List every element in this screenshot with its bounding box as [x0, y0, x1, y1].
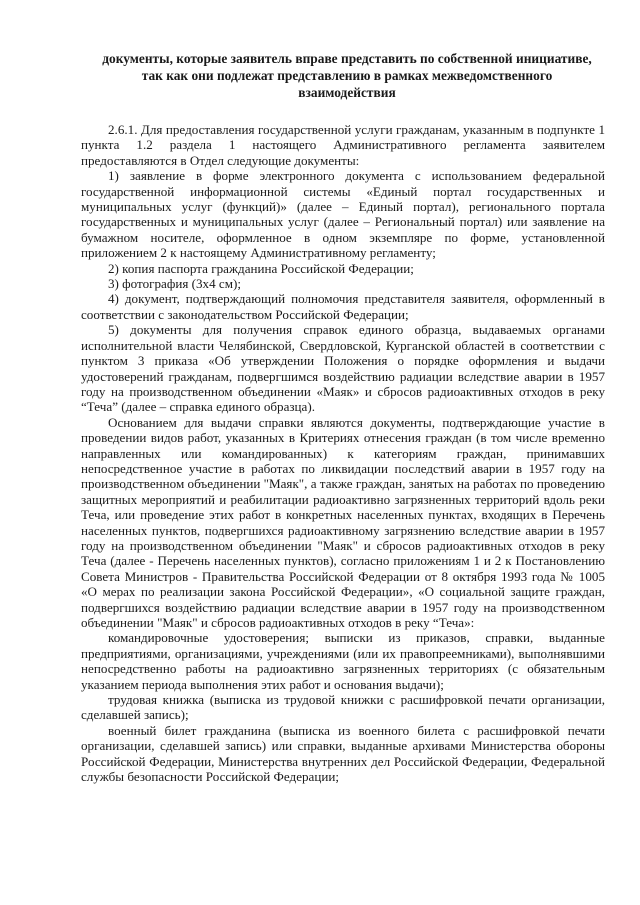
paragraph-travel-certificates: командировочные удостоверения; выписки из приказов, справки, выданные предприятиями, организациями, учреждениями (или их правопреемниками), выполнявшими непосредственно работы на радиоактивно загрязненных территориях (с обязательным указанием периода выполнения этих работ и основания выдачи);	[81, 630, 605, 692]
paragraph-employment-record: трудовая книжка (выписка из трудовой книжки с расшифровкой печати организации, сделавшей запись);	[81, 692, 605, 723]
heading-line-1: документы, которые заявитель вправе представить по собственной инициативе,	[102, 51, 592, 66]
list-item-certificate-documents: 5) документы для получения справок единого образца, выдаваемых органами исполнительной власти Челябинской, Свердловской, Курганской областей в соответствии с пунктом 3 приказа «Об утверждении Положения о порядке оформления и выдачи удостоверений гражданам, подвергшимся воздействию радиации вследствие аварии в 1957 году на производственном объединении «Маяк» и сбросов радиоактивных отходов в реку “Теча” (далее – справка единого образца).	[81, 322, 605, 415]
list-item-application: 1) заявление в форме электронного документа с использованием федеральной государственной информационной системы «Единый портал государственных и муниципальных услуг (функций)» (далее – Единый портал), регионального портала государственных и муниципальных услуг (далее – Региональный портал) или заявление на бумажном носителе, оформленное в одном экземпляре по форме, установленной приложением 2 к настоящему Административному регламенту;	[81, 168, 605, 261]
paragraph-grounds: Основанием для выдачи справки являются документы, подтверждающие участие в проведении видов работ, указанных в Критериях отнесения граждан (в том числе временно направленных или командированных) к категориям граждан, принимавших непосредственное участие в работах по ликвидации последствий аварии в 1957 году на производственном объединении "Маяк", а также граждан, занятых на работах по проведению защитных мероприятий и реабилитации радиоактивно загрязненных территорий вдоль реки Теча, или проведение этих работ в конкретных населенных пунктах, входящих в Перечень населенных пунктов, подвергшихся радиоактивному загрязнению вследствие аварии в 1957 году на производственном объединении "Маяк" и сбросов радиоактивных отходов в реку Теча (далее - Перечень населенных пунктов), согласно приложениям 1 и 2 к Постановлению Совета Министров - Правительства Российской Федерации от 8 октября 1993 года № 1005 «О мерах по реализации закона Российской Федерации», «О социальной защите граждан, подвергшихся воздействию радиации вследствие аварии в 1957 году на производственном объединении "Маяк" и сбросов радиоактивных отходов в реку “Теча»:	[81, 414, 605, 630]
paragraph-2-6-1: 2.6.1. Для предоставления государственной услуги гражданам, указанным в подпункте 1 пункта 1.2 раздела 1 настоящего Административного регламента заявителем предоставляются в Отдел следующие документы:	[81, 122, 605, 168]
heading-line-3: взаимодействия	[298, 85, 396, 100]
list-item-representative-authority: 4) документ, подтверждающий полномочия представителя заявителя, оформленный в соответствии с законодательством Российской Федерации;	[81, 291, 605, 322]
paragraph-military-id: военный билет гражданина (выписка из военного билета с расшифровкой печати организации, сделавшей запись) или справки, выданные архивами Министерства обороны Российской Федерации, Министерства внутренних дел Российской Федерации, Федеральной службы безопасности Российской Федерации;	[81, 722, 605, 785]
section-heading	[81, 50, 605, 101]
heading-line-2: так как они подлежат представлению в рамках межведомственного	[141, 68, 553, 83]
list-item-photo: 3) фотография (3х4 см);	[108, 276, 242, 292]
list-item-passport-copy: 2) копия паспорта гражданина Российской Федерации;	[108, 260, 414, 276]
